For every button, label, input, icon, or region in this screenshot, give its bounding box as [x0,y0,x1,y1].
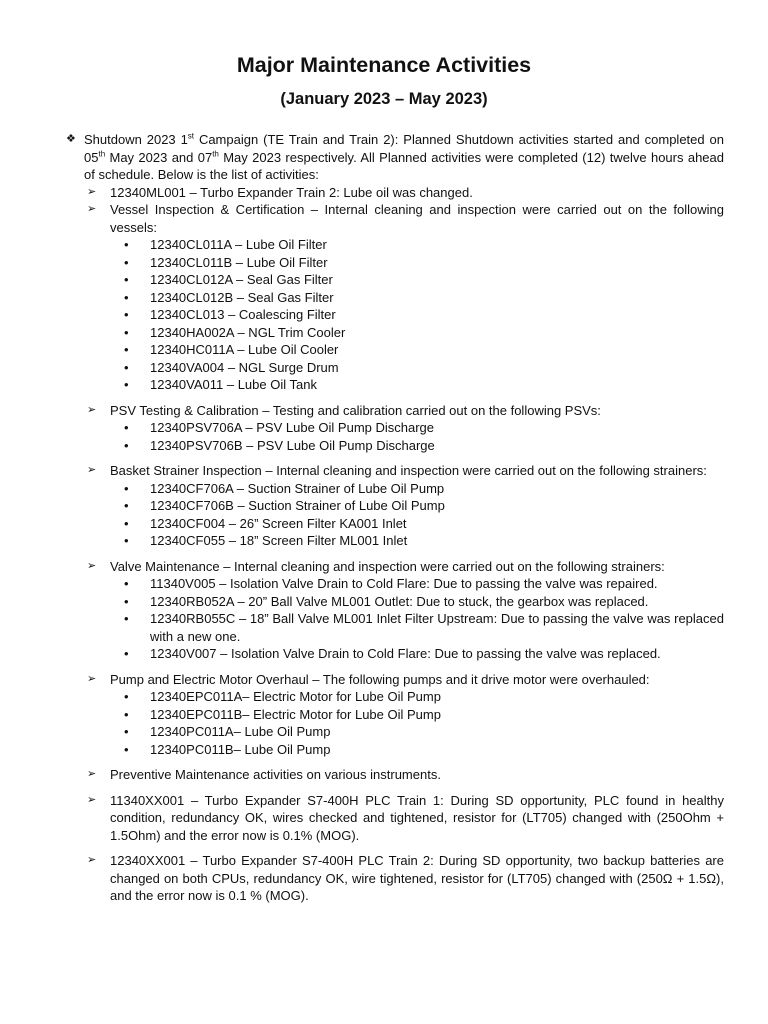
arrow-bullet-icon: ➢ [87,854,97,866]
equipment-item [110,497,724,515]
equipment-text: 12340VA011 – Lube Oil Tank [150,377,317,392]
dot-bullet-icon: • [124,724,129,739]
equipment-text: 12340CL011A – Lube Oil Filter [150,237,327,252]
dot-bullet-icon: • [124,741,129,757]
activity-item [64,184,724,202]
equipment-item [110,480,724,498]
activity-item [64,766,724,784]
equipment-list [110,480,724,550]
equipment-text: 12340HA002A – NGL Trim Cooler [150,324,346,340]
equipment-item [110,593,724,611]
equipment-text: 12340PSV706A – PSV Lube Oil Pump Discharge [150,420,435,435]
activity-text: Preventive Maintenance activities on various instruments. [110,767,441,782]
equipment-item [110,376,724,394]
dot-bullet-icon: • [124,359,129,375]
equipment-text: 12340CF055 – 18” Screen Filter ML001 Inlet [150,533,408,548]
activity-text: 12340XX001 – Turbo Expander S7-400H PLC Train 2: During SD opportunity, two backup batteries are changed on both CPUs, redundancy OK, wire tightened, resistor for (LT705) changed with (250Ω + 1.5Ω), and the error now is 0.1 % (MOG). [110,853,724,903]
equipment-item [110,610,724,645]
equipment-item [110,359,724,377]
equipment-list [110,419,724,454]
dot-bullet-icon: • [124,420,129,435]
equipment-item [110,419,724,437]
equipment-item [110,306,724,324]
activity-item [64,201,724,394]
equipment-item [110,575,724,593]
activity-list [64,184,724,905]
equipment-item [110,515,724,533]
dot-bullet-icon: • [124,342,129,357]
dot-bullet-icon: • [124,480,129,496]
equipment-text: 12340HC011A – Lube Oil Cooler [150,342,339,357]
dot-bullet-icon: • [124,593,129,609]
dot-bullet-icon: • [124,576,129,591]
equipment-item [110,254,724,272]
activity-text: Pump and Electric Motor Overhaul – The following pumps and it drive motor were overhauled: [110,671,650,687]
equipment-text: 11340V005 – Isolation Valve Drain to Cold Flare: Due to passing the valve was repaired. [150,576,658,591]
dot-bullet-icon: • [124,307,129,322]
activity-text: 12340ML001 – Turbo Expander Train 2: Lube oil was changed. [110,184,473,200]
arrow-bullet-icon: ➢ [87,559,97,572]
activity-text: PSV Testing & Calibration – Testing and calibration carried out on the following PSVs: [110,402,601,418]
equipment-text: 12340RB055C – 18” Ball Valve ML001 Inlet Filter Upstream: Due to passing the valve was replaced with a new one. [150,611,724,644]
arrow-bullet-icon: ➢ [87,185,97,198]
equipment-item [110,437,724,455]
arrow-bullet-icon: ➢ [87,793,97,806]
equipment-item [110,532,724,550]
equipment-item [110,289,724,307]
dot-bullet-icon: • [124,254,129,270]
dot-bullet-icon: • [124,237,129,252]
equipment-list [110,575,724,663]
dot-bullet-icon: • [124,689,129,704]
equipment-text: 12340RB052A – 20” Ball Valve ML001 Outlet: Due to stuck, the gearbox was replaced. [150,593,649,609]
equipment-item [110,706,724,724]
dot-bullet-icon: • [124,611,129,626]
activity-text: Vessel Inspection & Certification – Internal cleaning and inspection were carried out on the following vessels: [110,202,724,235]
activity-text: 11340XX001 – Turbo Expander S7-400H PLC Train 1: During SD opportunity, PLC found in healthy condition, redundancy OK, wires checked and tightened, resistor for (LT705) changed with (250Ohm + 1.5Ohm) and the error now is 0.1% (MOG). [110,792,724,843]
arrow-bullet-icon: ➢ [87,672,97,685]
arrow-bullet-icon: ➢ [87,464,97,476]
dot-bullet-icon: • [124,706,129,722]
equipment-text: 12340CF004 – 26” Screen Filter KA001 Inlet [150,515,407,531]
equipment-text: 12340EPC011B– Electric Motor for Lube Oil Pump [150,706,441,722]
dot-bullet-icon: • [124,515,129,531]
dot-bullet-icon: • [124,272,129,287]
diamond-bullet-icon: ❖ [66,133,76,145]
page-title: Major Maintenance Activities [236,53,532,77]
equipment-item [110,324,724,342]
equipment-item [110,341,724,359]
dot-bullet-icon: • [124,646,129,661]
equipment-item [110,723,724,741]
dot-bullet-icon: • [124,377,129,392]
equipment-item [110,236,724,254]
arrow-bullet-icon: ➢ [87,203,97,215]
activity-text: Valve Maintenance – Internal cleaning and inspection were carried out on the following strainers: [110,558,665,574]
shutdown-intro: ❖ Shutdown 2023 1st Campaign (TE Train and Train 2): Planned Shutdown activities started and completed on 05th May 2023 and 07th May 2023 respectively. All Planned activities were completed (12) twelve hours ahead of schedule. Below is the list of activities: [66,131,724,182]
equipment-text: 12340CL012B – Seal Gas Filter [150,289,334,305]
page-subtitle: (January 2023 – May 2023) [280,90,488,108]
equipment-item [110,688,724,706]
equipment-item [110,741,724,759]
equipment-text: 12340EPC011A– Electric Motor for Lube Oil Pump [150,689,441,704]
dot-bullet-icon: • [124,498,129,513]
equipment-item [110,271,724,289]
activity-item [64,671,724,759]
equipment-item [110,645,724,663]
activity-item [64,792,724,845]
document-body [64,131,724,905]
dot-bullet-icon: • [124,437,129,453]
arrow-bullet-icon: ➢ [87,768,97,780]
activity-item [64,402,724,455]
equipment-list [110,688,724,758]
equipment-text: 12340CF706B – Suction Strainer of Lube Oil Pump [150,498,445,513]
equipment-text: 12340V007 – Isolation Valve Drain to Cold Flare: Due to passing the valve was replaced. [150,646,661,661]
equipment-text: 12340CL012A – Seal Gas Filter [150,272,333,287]
equipment-text: 12340PSV706B – PSV Lube Oil Pump Discharge [150,437,435,453]
equipment-text: 12340CF706A – Suction Strainer of Lube Oil Pump [150,480,445,496]
activity-item [64,462,724,550]
equipment-list [110,236,724,394]
equipment-text: 12340PC011B– Lube Oil Pump [150,741,331,757]
equipment-text: 12340CL011B – Lube Oil Filter [150,254,328,270]
dot-bullet-icon: • [124,289,129,305]
activity-item [64,852,724,905]
equipment-text: 12340PC011A– Lube Oil Pump [150,724,331,739]
dot-bullet-icon: • [124,324,129,340]
dot-bullet-icon: • [124,533,129,548]
equipment-text: 12340VA004 – NGL Surge Drum [150,359,339,375]
activity-item [64,558,724,663]
equipment-text: 12340CL013 – Coalescing Filter [150,307,336,322]
activity-text: Basket Strainer Inspection – Internal cleaning and inspection were carried out on the following strainers: [110,463,707,478]
arrow-bullet-icon: ➢ [87,403,97,416]
